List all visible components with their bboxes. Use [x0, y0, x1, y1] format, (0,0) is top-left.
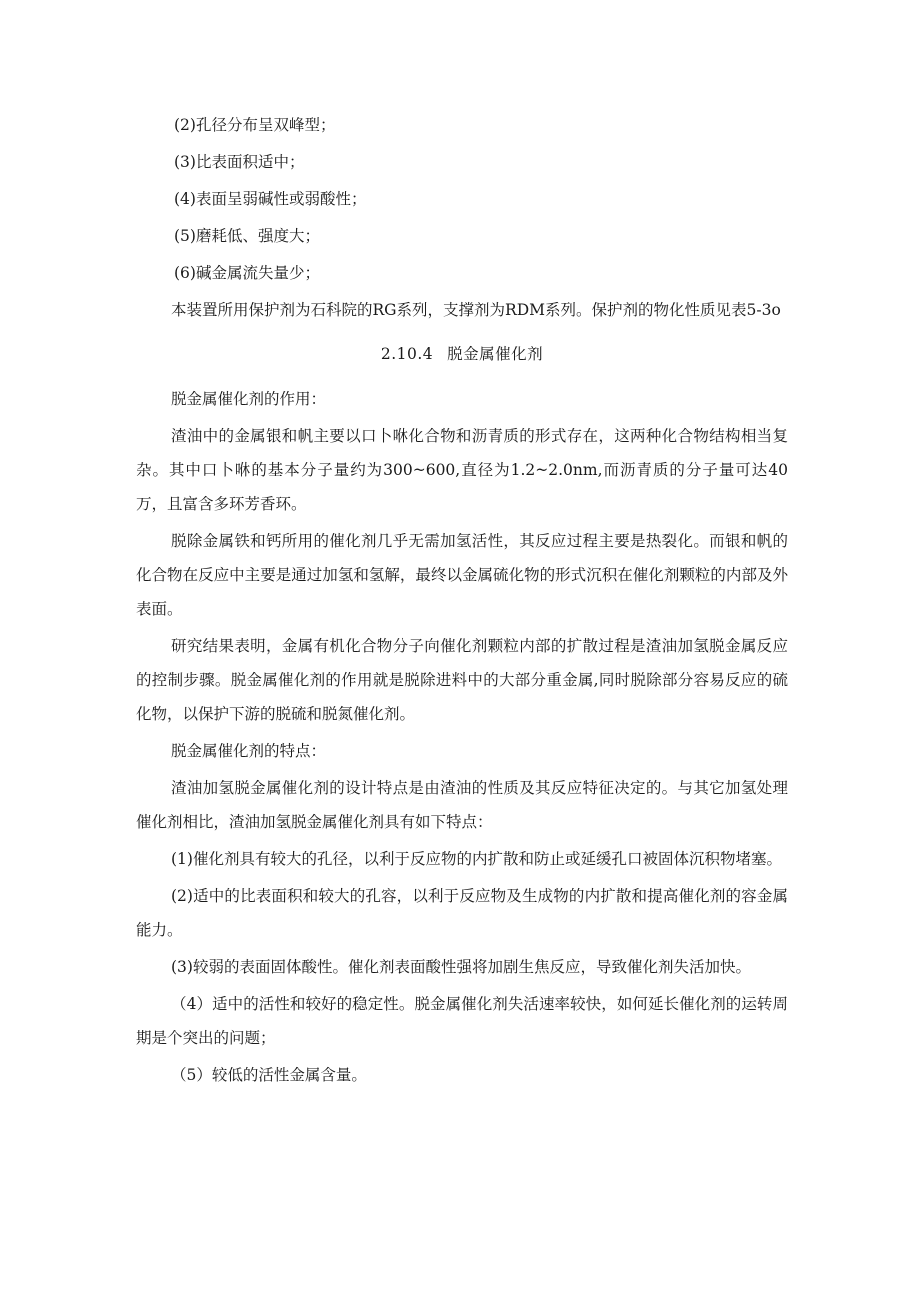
section-title: 脱金属催化剂 [447, 345, 544, 363]
paragraph-features-label: 脱金属催化剂的特点： [171, 742, 327, 760]
paragraph-iron-calcium-removal: 脱除金属铁和钙所用的催化剂几乎无需加氢活性，其反应过程主要是热裂化。而银和帆的化合物在反应中主要是通过加氢和氢解，最终以金属硫化物的形式沉积在催化剂颗粒的内部及外表面。 [136, 532, 788, 618]
section-number: 2.10.4 [380, 345, 434, 363]
paragraph-metal-compounds: 渣油中的金属银和帆主要以口卜咻化合物和沥青质的形式存在，这两种化合物结构相当复杂。其中口卜咻的基本分子量约为300~600,直径为1.2~2.0nm,而沥青质的分子量可达40万，且富含多环芳香环。 [136, 427, 788, 513]
intro-paragraph: 本装置所用保护剂为石科院的RG系列，支撑剂为RDM系列。保护剂的物化性质见表5-3o [171, 301, 781, 319]
section-heading [136, 337, 788, 371]
intro-list-item-6: (6)碱金属流失量少； [174, 264, 320, 282]
feature-item-1: (1)催化剂具有较大的孔径，以利于反应物的内扩散和防止或延缓孔口被固体沉积物堵塞。 [171, 850, 782, 868]
feature-item-2: (2)适中的比表面积和较大的孔容，以利于反应物及生成物的内扩散和提高催化剂的容金属能力。 [136, 887, 788, 939]
document-body [136, 108, 788, 1095]
feature-item-4: （4）适中的活性和较好的稳定性。脱金属催化剂失活速率较快，如何延长催化剂的运转周期是个突出的问题； [136, 995, 788, 1047]
feature-item-3: (3)较弱的表面固体酸性。催化剂表面酸性强将加剧生焦反应，导致催化剂失活加快。 [171, 958, 751, 976]
intro-list-item-5: (5)磨耗低、强度大； [174, 227, 320, 245]
intro-list-item-4: (4)表面呈弱碱性或弱酸性； [174, 190, 367, 208]
paragraph-role-label: 脱金属催化剂的作用： [171, 390, 327, 408]
intro-list-item-3: (3)比表面积适中； [174, 153, 305, 171]
intro-list-item-2: (2)孔径分布呈双峰型； [174, 116, 336, 134]
paragraph-design-features: 渣油加氢脱金属催化剂的设计特点是由渣油的性质及其反应特征决定的。与其它加氢处理催化剂相比，渣油加氢脱金属催化剂具有如下特点： [136, 779, 788, 831]
paragraph-research-results: 研究结果表明，金属有机化合物分子向催化剂颗粒内部的扩散过程是渣油加氢脱金属反应的控制步骤。脱金属催化剂的作用就是脱除进料中的大部分重金属,同时脱除部分容易反应的硫化物，以保护下游的脱硫和脱氮催化剂。 [136, 637, 788, 723]
feature-item-5: （5）较低的活性金属含量。 [171, 1066, 367, 1084]
